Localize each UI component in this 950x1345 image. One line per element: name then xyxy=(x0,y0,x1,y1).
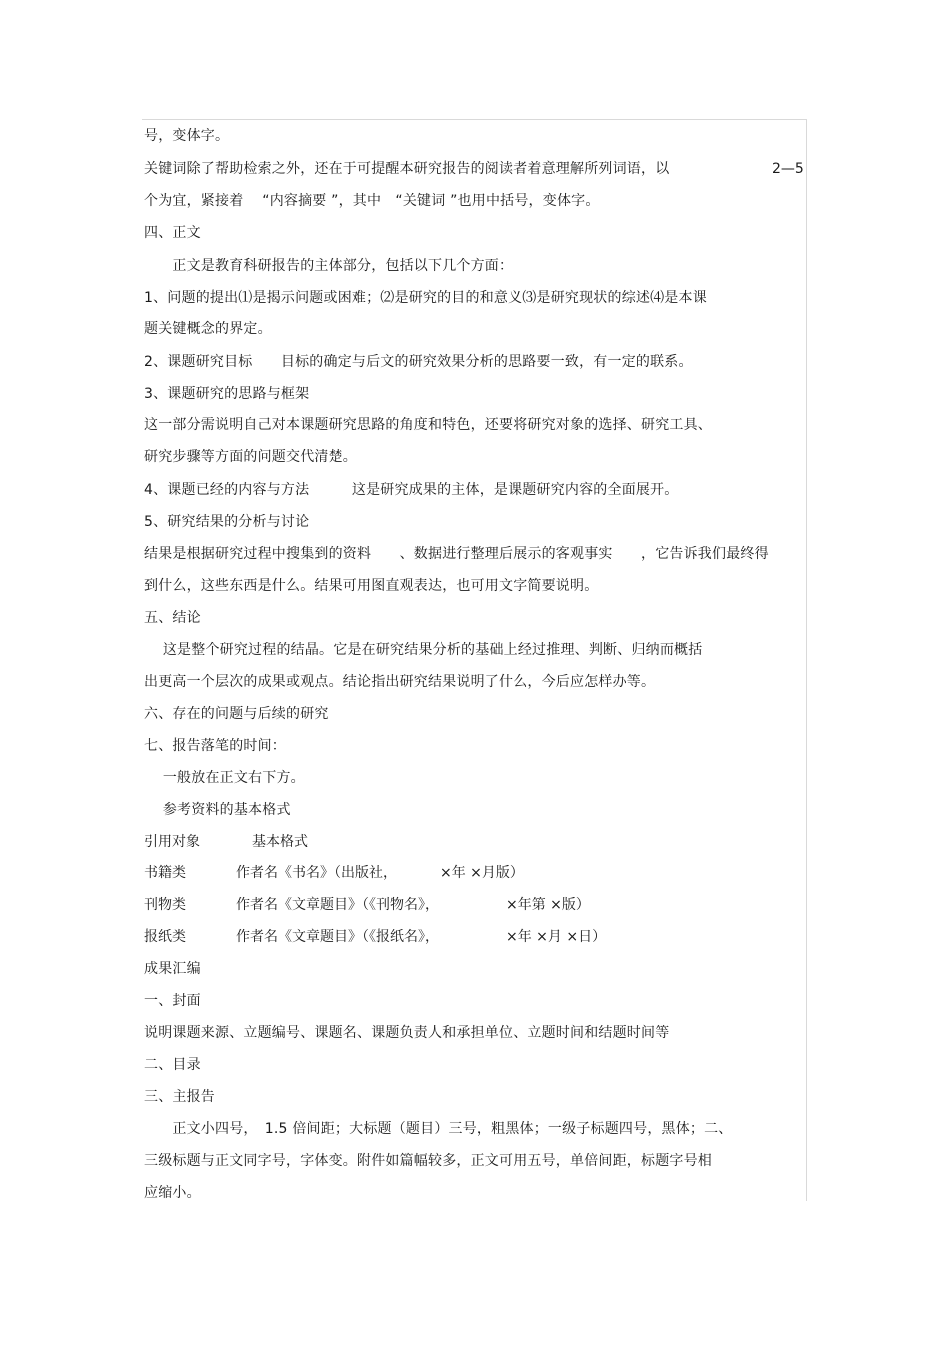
text-line-format-2: 三级标题与正文同字号，字体变。附件如篇幅较多，正文可用五号，单倍间距，标题字号相 xyxy=(144,1153,712,1169)
text-line-7: 题关键概念的界定。 xyxy=(144,321,272,337)
text-line-12: 4、课题已经的内容与方法 这是研究成果的主体，是课题研究内容的全面展开。 xyxy=(144,482,679,498)
text-line-cover: 一、封面 xyxy=(144,993,201,1009)
text-line-5: 正文是教育科研报告的主体部分，包括以下几个方面： xyxy=(144,258,514,274)
ref-row-newspaper-date: ×年 ×月 ×日） xyxy=(506,929,607,945)
ref-row-newspaper-type: 报纸类 xyxy=(144,929,186,945)
ref-header-format: 基本格式 xyxy=(252,834,308,850)
section-heading-compilation: 成果汇编 xyxy=(144,961,201,977)
section-heading-body: 四、正文 xyxy=(144,225,201,241)
text-line-format-1: 正文小四号， 1.5 倍间距；大标题（题目）三号，粗黑体；一级子标题四号，黑体；二、 xyxy=(144,1121,733,1137)
text-line-3: 个为宜，紧接着 “内容摘要 ”，其中 “关键词 ”也用中括号，变体字。 xyxy=(144,193,600,209)
text-line-14: 结果是根据研究过程中搜集到的资料 、数据进行整理后展示的客观事实 ，它告诉我们最终得 xyxy=(144,546,769,562)
ref-row-journal-date: ×年第 ×版） xyxy=(506,897,590,913)
text-line-toc: 二、目录 xyxy=(144,1057,201,1073)
text-line-13: 5、研究结果的分析与讨论 xyxy=(144,514,310,530)
section-heading-issues: 六、存在的问题与后续的研究 xyxy=(144,706,329,722)
text-line-2: 关键词除了帮助检索之外，还在于可提醒本研究报告的阅读者着意理解所列词语，以 xyxy=(144,161,670,177)
ref-row-book-date: ×年 ×月版） xyxy=(440,865,524,881)
ref-row-book-type: 书籍类 xyxy=(144,865,186,881)
text-line-6: 1、问题的提出⑴是揭示问题或困难；⑵是研究的目的和意义⑶是研究现状的综述⑷是本课 xyxy=(144,290,707,306)
ref-header-type: 引用对象 xyxy=(144,834,200,850)
keyword-count: 2—5 xyxy=(772,161,804,177)
text-line-18: 出更高一个层次的成果或观点。结论指出研究结果说明了什么，今后应怎样办等。 xyxy=(144,674,656,690)
text-line-format-3: 应缩小。 xyxy=(144,1185,201,1201)
ref-row-journal-format: 作者名《文章题目》（《刊物名》， xyxy=(236,897,439,913)
text-line-17: 这是整个研究过程的结晶。它是在研究结果分析的基础上经过推理、判断、归纳而概括 xyxy=(144,642,703,658)
text-line-8: 2、课题研究目标 目标的确定与后文的研究效果分析的思路要一致，有一定的联系。 xyxy=(144,354,693,370)
text-line-10: 这一部分需说明自己对本课题研究思路的角度和特色，还要将研究对象的选择、研究工具、 xyxy=(144,417,712,433)
text-line-main-report: 三、主报告 xyxy=(144,1089,215,1105)
text-line-15: 到什么，这些东西是什么。结果可用图直观表达，也可用文字简要说明。 xyxy=(144,578,599,594)
section-heading-conclusion: 五、结论 xyxy=(144,610,201,626)
text-line-9: 3、课题研究的思路与框架 xyxy=(144,386,310,402)
text-line-1: 号，变体字。 xyxy=(144,128,230,144)
section-heading-time: 七、报告落笔的时间： xyxy=(144,738,286,754)
text-line-cover-desc: 说明课题来源、立题编号、课题名、课题负责人和承担单位、立题时间和结题时间等 xyxy=(144,1025,670,1041)
text-line-22: 参考资料的基本格式 xyxy=(144,802,291,818)
text-line-11: 研究步骤等方面的问题交代清楚。 xyxy=(144,449,357,465)
text-line-21: 一般放在正文右下方。 xyxy=(144,770,305,786)
ref-row-book-format: 作者名《书名》（出版社， xyxy=(236,865,397,881)
ref-row-journal-type: 刊物类 xyxy=(144,897,186,913)
ref-row-newspaper-format: 作者名《文章题目》（《报纸名》， xyxy=(236,929,439,945)
